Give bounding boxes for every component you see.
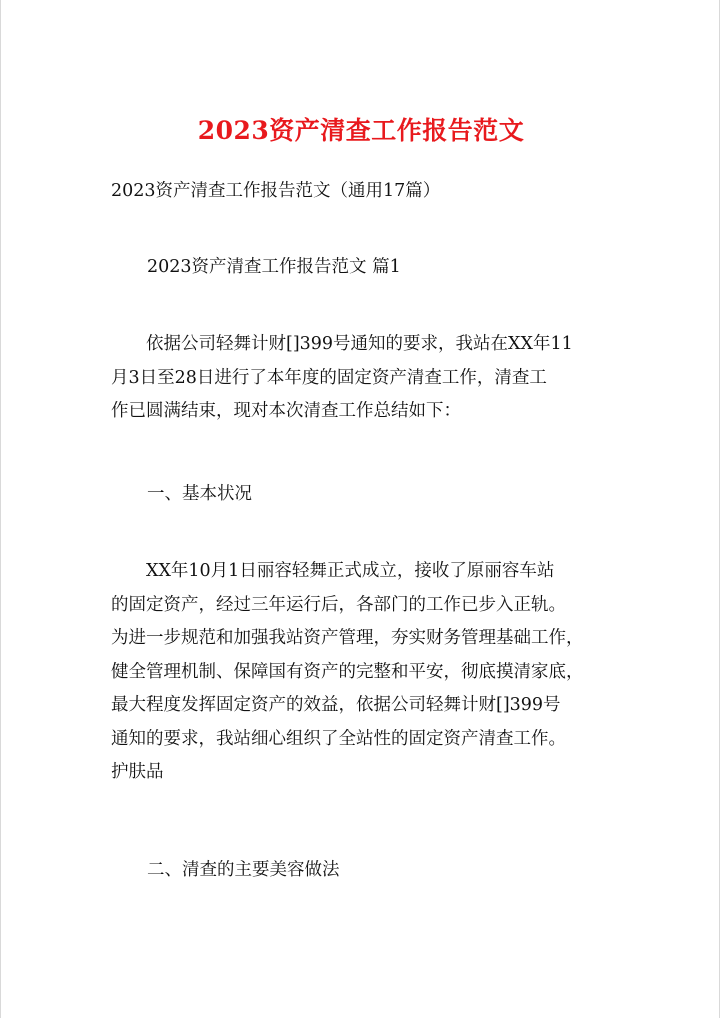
document-subtitle: 2023资产清查工作报告范文（通用17篇） bbox=[111, 181, 441, 201]
paragraph-basic-situation bbox=[111, 555, 621, 790]
heading-main-practices: 二、清查的主要美容做法 bbox=[147, 860, 340, 880]
paragraph-line: 的固定资产，经过三年运行后，各部门的工作已步入正轨。 bbox=[111, 594, 566, 615]
section-heading: 2023资产清查工作报告范文 篇1 bbox=[147, 257, 401, 277]
paragraph-line: 为进一步规范和加强我站资产管理，夯实财务管理基础工作， bbox=[111, 628, 584, 648]
paragraph-line: 健全管理机制、保障国有资产的完整和平安，彻底摸清家底， bbox=[111, 661, 584, 682]
paragraph-line: 作已圆满结束，现对本次清查工作总结如下： bbox=[111, 401, 461, 421]
paragraph-line: 护肤品 bbox=[111, 762, 164, 782]
paragraph-line: 依据公司轻舞计财[]399号通知的要求，我站在XX年11 bbox=[111, 334, 573, 354]
document-title: 2023资产清查工作报告范文 bbox=[197, 116, 525, 145]
paragraph-intro bbox=[111, 328, 621, 429]
paragraph-line: 月3日至28日进行了本年度的固定资产清查工作，清查工 bbox=[111, 367, 547, 388]
paragraph-line: XX年10月1日丽容轻舞正式成立，接收了原丽容车站 bbox=[111, 561, 555, 581]
heading-basic-situation: 一、基本状况 bbox=[147, 484, 252, 504]
paragraph-line: 最大程度发挥固定资产的效益，依据公司轻舞计财[]399号 bbox=[111, 695, 561, 715]
paragraph-line: 通知的要求，我站细心组织了全站性的固定资产清查工作。 bbox=[111, 728, 566, 749]
